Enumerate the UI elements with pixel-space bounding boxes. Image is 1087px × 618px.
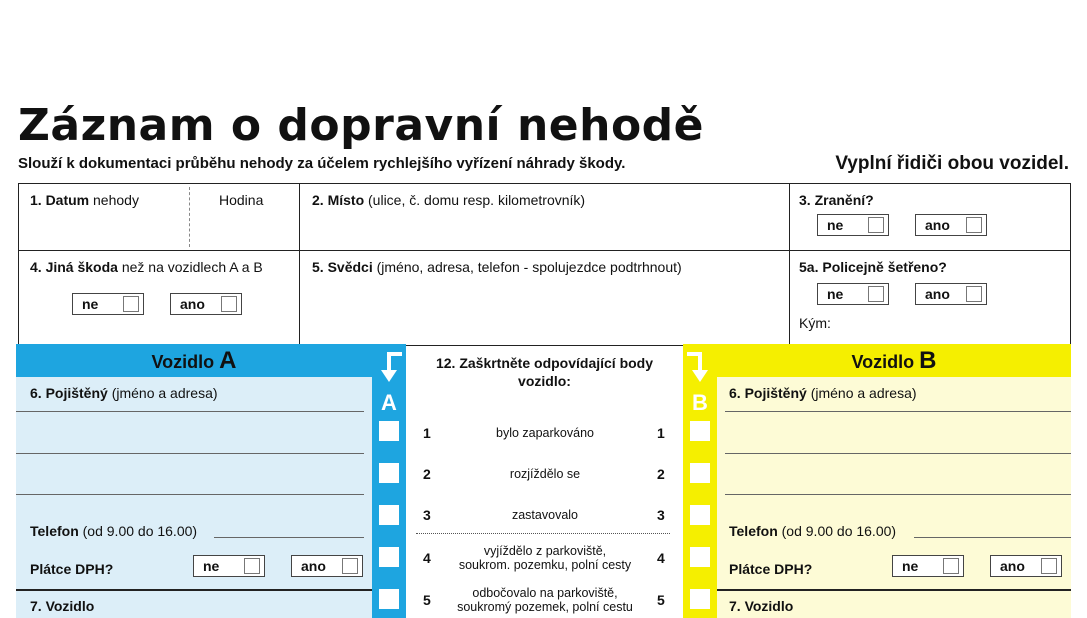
- date-hour-divider: [189, 187, 190, 247]
- vehicle-b-item-5-checkbox[interactable]: [690, 589, 710, 609]
- vehicle-b-phone-line[interactable]: [914, 537, 1071, 538]
- vehicle-a-item-2-checkbox[interactable]: [379, 463, 399, 483]
- item-number-right: 5: [657, 592, 665, 608]
- vehicle-b-vehicle-label: 7. Vozidlo: [729, 598, 794, 614]
- item-number-left: 3: [423, 507, 431, 523]
- vehicle-b-item-2-checkbox[interactable]: [690, 463, 710, 483]
- item-number-left: 5: [423, 592, 431, 608]
- center-heading-line1: 12. Zaškrtněte odpovídající body: [435, 355, 654, 371]
- vehicle-a-insured-label: 6. Pojištěný (jméno a adresa): [30, 385, 218, 401]
- item-number-right: 2: [657, 466, 665, 482]
- place-label: 2. Místo (ulice, č. domu resp. kilometrovník): [312, 192, 586, 208]
- center-heading-line2: vozidlo:: [518, 373, 571, 389]
- vehicle-b-header: Vozidlo B: [717, 344, 1071, 377]
- checkbox-square: [943, 558, 959, 574]
- police-yes-checkbox[interactable]: ano: [915, 283, 987, 305]
- center-heading: [406, 354, 683, 390]
- checkbox-square: [868, 217, 884, 233]
- checkbox-square: [966, 217, 982, 233]
- vehicle-a-line: [16, 453, 364, 454]
- center-dotted-divider: [416, 533, 670, 534]
- vehicle-a-vat-label: Plátce DPH?: [30, 561, 114, 577]
- other-damage-label: 4. Jiná škoda než na vozidlech A a B: [30, 259, 263, 275]
- checkbox-square: [966, 286, 982, 302]
- arrow-down-icon: [372, 348, 406, 390]
- vehicle-a-phone-label: Telefon (od 9.00 do 16.00): [30, 523, 198, 539]
- vehicle-b-strip-letter: B: [692, 390, 708, 415]
- vehicle-a-vat-yes-checkbox[interactable]: ano: [291, 555, 363, 577]
- item-label: bylo zaparkováno: [496, 426, 594, 440]
- vehicle-b-line: [725, 453, 1071, 454]
- vehicle-a-item-1-checkbox[interactable]: [379, 421, 399, 441]
- vehicle-b-item-4-checkbox[interactable]: [690, 547, 710, 567]
- page-subtitle-right: Vyplní řidiči obou vozidel.: [835, 153, 1069, 174]
- vehicle-a-line: [16, 411, 364, 412]
- police-label: 5a. Policejně šetřeno?: [799, 259, 947, 275]
- vehicle-b-vat-label: Plátce DPH?: [729, 561, 813, 577]
- police-who-label: Kým:: [799, 315, 831, 331]
- item-number-left: 1: [423, 425, 431, 441]
- arrow-down-icon: [683, 348, 717, 390]
- item-number-right: 4: [657, 550, 665, 566]
- item-number-left: 4: [423, 550, 431, 566]
- hour-label: Hodina: [219, 192, 264, 208]
- item-label: odbočovalo na parkoviště, soukromý pozemek, polní cestu: [457, 586, 633, 614]
- injury-label: 3. Zranění?: [799, 192, 874, 208]
- vehicle-a-header: Vozidlo A: [16, 344, 372, 377]
- item-label: vyjíždělo z parkoviště, soukrom. pozemku, polní cesty: [458, 544, 632, 572]
- vehicle-b-phone-label: Telefon (od 9.00 do 16.00): [729, 523, 897, 539]
- item-label: rozjíždělo se: [509, 467, 581, 481]
- injury-no-checkbox[interactable]: ne: [817, 214, 889, 236]
- vehicle-a-line: [16, 494, 364, 495]
- vehicle-b-item-3-checkbox[interactable]: [690, 505, 710, 525]
- police-no-checkbox[interactable]: ne: [817, 283, 889, 305]
- item-label: zastavovalo: [511, 508, 578, 522]
- vehicle-a-divider: [16, 589, 372, 591]
- item-number-right: 3: [657, 507, 665, 523]
- checkbox-square: [868, 286, 884, 302]
- other-damage-yes-checkbox[interactable]: ano: [170, 293, 242, 315]
- vehicle-a-phone-line[interactable]: [214, 537, 364, 538]
- vehicle-b-vat-yes-checkbox[interactable]: ano: [990, 555, 1062, 577]
- page-subtitle: Slouží k dokumentaci průběhu nehody za účelem rychlejšího vyřízení náhrady škody.: [18, 155, 626, 172]
- vehicle-a-item-5-checkbox[interactable]: [379, 589, 399, 609]
- item-number-right: 1: [657, 425, 665, 441]
- vehicle-a-strip-letter: A: [381, 390, 397, 415]
- checkbox-square: [342, 558, 358, 574]
- checkbox-square: [244, 558, 260, 574]
- injury-yes-checkbox[interactable]: ano: [915, 214, 987, 236]
- page-title: Záznam o dopravní nehodě: [18, 100, 705, 151]
- checkbox-square: [123, 296, 139, 312]
- item-number-left: 2: [423, 466, 431, 482]
- vehicle-a-item-4-checkbox[interactable]: [379, 547, 399, 567]
- checkbox-square: [1041, 558, 1057, 574]
- vehicle-b-item-1-checkbox[interactable]: [690, 421, 710, 441]
- vehicle-a-vat-no-checkbox[interactable]: ne: [193, 555, 265, 577]
- vehicle-b-line: [725, 494, 1071, 495]
- witnesses-label: 5. Svědci (jméno, adresa, telefon - spolujezdce podtrhnout): [312, 259, 682, 275]
- vehicle-b-vat-no-checkbox[interactable]: ne: [892, 555, 964, 577]
- vehicle-a-item-3-checkbox[interactable]: [379, 505, 399, 525]
- date-label: 1. Datum nehody: [30, 192, 139, 208]
- checkbox-square: [221, 296, 237, 312]
- other-damage-no-checkbox[interactable]: ne: [72, 293, 144, 315]
- vehicle-b-insured-label: 6. Pojištěný (jméno a adresa): [729, 385, 917, 401]
- vehicle-b-divider: [717, 589, 1071, 591]
- vehicle-b-line: [725, 411, 1071, 412]
- vehicle-a-vehicle-label: 7. Vozidlo: [30, 598, 95, 614]
